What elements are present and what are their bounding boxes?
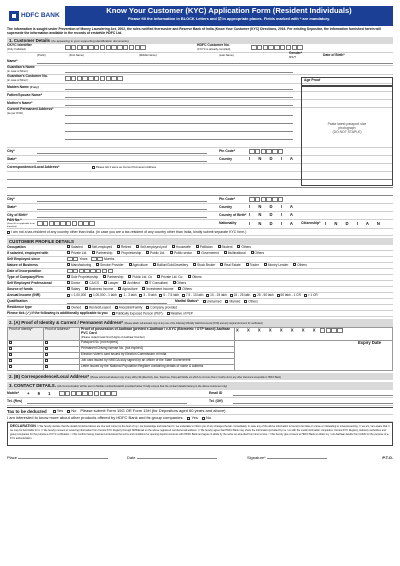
interest-row bbox=[7, 415, 393, 422]
guardian-input[interactable] bbox=[65, 68, 293, 73]
form-header bbox=[7, 6, 393, 26]
address-note: (as per OVD) bbox=[7, 111, 23, 115]
age-proof-label: Age Proof bbox=[304, 78, 321, 82]
dob-label: Date of Birth* bbox=[323, 52, 345, 57]
residence-label: Residence type bbox=[7, 304, 32, 309]
tel-off-label: Tel. (Off) bbox=[209, 398, 223, 403]
ckyc-note: (Only if allotted) bbox=[7, 48, 26, 52]
proof-item-voter: Election Voter's card issued by Election Commission of India bbox=[80, 352, 235, 358]
photo-text-1: Paste latest passport size bbox=[327, 122, 367, 126]
city2-input[interactable] bbox=[37, 197, 207, 202]
pep-label: Please tick (✓) if the following is additionally applicable to you bbox=[7, 310, 108, 315]
qualification-input[interactable] bbox=[67, 299, 167, 304]
section-note: (As appearing in your supporting identification documents) bbox=[51, 38, 129, 43]
incorporation-label: Date of Incorporation bbox=[7, 268, 42, 273]
country-of-birth-label: Country of Birth* bbox=[219, 212, 247, 217]
bank-logo-icon bbox=[9, 11, 19, 21]
aadhaar-input[interactable] bbox=[320, 329, 343, 333]
mobile-prefix: + 9 1 bbox=[27, 390, 54, 396]
tax-yes-checkbox[interactable] bbox=[53, 410, 56, 413]
intro-text: The information is sought under Prevention of Money Laundering Act, 2002, the rules notified thereunder and Reserve Bank of India (Know Your Customer (KYC) Directions, 2016. For existing Depositor, the information furnished herein will supersede the information available in the records of erstwhile HDFC Ltd. bbox=[7, 27, 381, 35]
section-title: 1. Customer Details bbox=[9, 37, 50, 43]
mobile-label: Mobile* bbox=[7, 390, 20, 395]
maiden-note: (if any) bbox=[29, 85, 39, 89]
city-label: City* bbox=[7, 148, 15, 153]
qualification-row: Qualification Marital Status* Unmarried Married Others bbox=[7, 299, 393, 305]
declaration-title: DECLARATION bbox=[10, 424, 36, 429]
nationality-label: Nationality bbox=[219, 221, 237, 226]
mother-label: Mother's Name* bbox=[7, 100, 33, 105]
declaration-text: I / We hereby declare that the details furnished above are true and correct to the best of my / our knowledge and belief and I / we undertake to inform you of any changes therein, immediately. In case any of the above information is found to be false or untrue or misleading or misrepresenting, I / we am / are aware that I / we may be held liable for it. I / We hereby consent to receiving information from Central KYC Registry through SMS/Email on the above registered number/email address. I / We hereby agree that HDFC Bank may share the information provided by me / us with the credit information companies, Central KYC Registry, statutory authorities and group companies for the purposes of KYC verification. I / We confirm having read and understood the terms and conditions for opening deposit accounts with HDFC Bank and agree to abide by the same as amended from time to time. I / We hereby give consent to HDFC Bank to obtain my / our Aadhaar details from UIDAI for the purpose of e-KYC authentication. bbox=[10, 425, 391, 441]
last-name-header: (Last Name) bbox=[219, 53, 234, 57]
business-label: Nature of Business bbox=[7, 262, 38, 267]
mobile-input[interactable] bbox=[59, 391, 209, 396]
proof-table bbox=[7, 327, 393, 371]
employed-label: If salaried, employed with bbox=[7, 250, 49, 255]
declaration-box bbox=[7, 422, 393, 446]
tel-res-label: Tel. (Res) bbox=[7, 398, 23, 403]
same-address-checkbox[interactable] bbox=[92, 166, 95, 169]
country-label: Country bbox=[219, 156, 232, 161]
pan-label: PAN No.* bbox=[7, 218, 22, 223]
guardian-cust-note: (in case of Minor) bbox=[7, 79, 28, 83]
guardian-row bbox=[7, 66, 393, 75]
professional-options: Doctor CA/CS Lawyer Architect IT Consultant Others bbox=[67, 281, 190, 285]
state-input[interactable] bbox=[37, 157, 207, 162]
tax-resident-row bbox=[7, 229, 393, 236]
ckyc-input[interactable] bbox=[65, 45, 197, 50]
occupation-options: Salaried Self-employed Retired Self-employed prof Housewife Politician Student Others bbox=[67, 245, 255, 249]
customer-no-note: (If KYC is already complied) bbox=[197, 48, 231, 52]
city2-label: City* bbox=[7, 196, 15, 201]
corr-proof-section bbox=[7, 373, 393, 381]
contact-section bbox=[7, 382, 393, 390]
identifier-row bbox=[7, 44, 393, 53]
first-name-header: (First Name) bbox=[69, 53, 84, 57]
pin2-input[interactable] bbox=[249, 197, 284, 202]
signature-label: Signature* bbox=[247, 454, 266, 460]
proof-item-nrega: Job card issued by NREGA duly signed by an officer of the State Government bbox=[80, 358, 235, 364]
company-type-label: Type of Company/Firm bbox=[7, 274, 44, 279]
city-input[interactable] bbox=[37, 149, 207, 154]
funds-options: Salary Business Income Agriculture Investment Income Others bbox=[67, 287, 196, 291]
tel-row bbox=[7, 398, 393, 406]
country2-label: Country bbox=[219, 204, 232, 209]
country-value: I N D I A bbox=[249, 156, 297, 162]
name-input[interactable] bbox=[37, 59, 393, 64]
mobile-row bbox=[7, 390, 393, 398]
proof-identity-header: Proof of Identity* bbox=[8, 327, 44, 340]
state2-input[interactable] bbox=[37, 205, 207, 210]
place-label: Place bbox=[7, 454, 18, 460]
employed-options: Private Ltd. Partnership Proprietorship Public Ltd. Public sector Government Multinational Others bbox=[67, 251, 268, 255]
pin-input[interactable] bbox=[249, 149, 284, 154]
proof-note: (Please attach self-attested copy of any one of the following Officially Valid Documents (OVD) and only original document for verification) bbox=[124, 323, 263, 326]
tax-no-label: No bbox=[71, 408, 77, 414]
father-input[interactable] bbox=[65, 93, 293, 98]
contact-title: 3. CONTACT DETAILS. bbox=[9, 383, 56, 389]
form-title: Know Your Customer (KYC) Application Form (Resident Individuals) bbox=[106, 6, 352, 15]
prefix-header: (Prefix) bbox=[37, 53, 46, 57]
guardian-label: Guardian's Name bbox=[7, 65, 35, 70]
proof-item-license: Permanent Driving license No. [not expired] bbox=[80, 346, 235, 352]
citizenship-label: Citizenship* bbox=[301, 221, 321, 226]
corr-proof-title: 2. (B) Correspondence/Local Address* bbox=[9, 373, 90, 379]
tax-note: Please submit Form 15G OR Form 15H (for Depositors aged 60 years and above) bbox=[80, 408, 226, 414]
email-label: Email ID bbox=[209, 390, 223, 395]
months-field[interactable]: Months bbox=[91, 257, 114, 262]
date-label: Date bbox=[127, 454, 136, 460]
proof-title: 2. (A) Proof of Identity & Current / Permanent Address* bbox=[9, 320, 124, 326]
pin-label: Pin Code* bbox=[219, 148, 236, 153]
photo-box bbox=[301, 86, 393, 186]
funds-label: Source of funds bbox=[7, 286, 33, 291]
income-label: Annual Income (INR) bbox=[7, 292, 41, 297]
nationality-value: I N D I A bbox=[249, 220, 297, 226]
gender-label: Gender* bbox=[289, 50, 303, 55]
occupation-label: Occupation bbox=[7, 244, 26, 249]
form-instructions: Please fill the information in BLOCK Letters and ☑ in appropriate places. Fields marked with * are mandatory. bbox=[127, 15, 331, 21]
pin2-label: Pin Code* bbox=[219, 196, 236, 201]
pan-note: (Form 60 as applicable if not furnished) bbox=[7, 223, 35, 228]
state2-label: State* bbox=[7, 204, 17, 209]
maiden-input[interactable] bbox=[65, 85, 293, 90]
gender-sub: M/F/T bbox=[289, 55, 297, 59]
pep-row: Please tick (✓) if the following is additionally applicable to you Politically Exposed Person (PEP) Relative of PEP bbox=[7, 311, 393, 317]
tax-resident-checkbox[interactable] bbox=[7, 231, 10, 234]
aadhaar-header: Proof of possession of Aadhaar (printed e-Aadhaar / e-KYC (Biometric / OTP based) Aadhaar PVC Card bbox=[81, 327, 230, 336]
interest-no-checkbox[interactable] bbox=[202, 417, 205, 420]
address-label: Current Permanent Address* bbox=[7, 107, 54, 111]
guardian-note: (in case of Minor) bbox=[7, 70, 28, 74]
tax-resident-note: I am not a tax-resident of any country other than India. (in case you are a tax-resident of any country other than India, kindly submit separate KYC form.) bbox=[11, 229, 247, 234]
place-input[interactable] bbox=[18, 458, 108, 459]
ckyc-label: CKYC Identifier bbox=[7, 43, 32, 48]
country-of-birth-value: I N D I A bbox=[249, 212, 297, 218]
photo-text-2: photograph bbox=[338, 125, 356, 130]
corr-note: Please tick if same as Current Permanent Address bbox=[96, 165, 157, 169]
business-options: Manufacturing Service Provider Agriculture Bullion/Gold/Jewellery Stock Broker Real Estate Trader Money Lender Others bbox=[67, 263, 311, 267]
corr-label: Correspondence/Local Address* bbox=[7, 164, 60, 169]
customer-no-label: HDFC Customer No. bbox=[197, 43, 230, 48]
date-input[interactable] bbox=[137, 458, 217, 459]
proof-item-npr: Letter issued by the National Population Register containing details of name & address bbox=[80, 364, 235, 370]
state-label: State* bbox=[7, 156, 17, 161]
email-input[interactable] bbox=[233, 391, 393, 396]
guardian-cust-input[interactable] bbox=[65, 76, 123, 81]
city-of-birth-label: City of Birth* bbox=[7, 212, 28, 217]
city2-row bbox=[7, 196, 393, 204]
interest-yes-label: Yes bbox=[191, 415, 198, 421]
proof-address-header: Proof of Address* bbox=[44, 327, 80, 340]
customer-no-input[interactable] bbox=[251, 45, 393, 50]
marital-label: Marital Status* bbox=[175, 298, 199, 303]
aadhaar-note: (Please redact/mask first 8 digits of Aadhaar Number) bbox=[81, 336, 145, 340]
middle-name-header: (Middle Name) bbox=[139, 53, 157, 57]
incorporation-input[interactable] bbox=[67, 269, 113, 274]
years-field[interactable]: Years bbox=[67, 257, 87, 262]
maiden-label: Maiden Name bbox=[7, 84, 29, 89]
citizenship-value: I N D I A N bbox=[325, 220, 384, 226]
income-options: < 1,00,000 1,00,000 - 1 lakh 1 - 3 lakh 3 - 5 lakh 5 - 7.5 lakh 7.5 - 10 lakh 10 - 15 lakh 15 - 25 lakh 25 - 50 lakh 50 lakh - 1 CR > 1 CR bbox=[67, 294, 320, 298]
signature-input[interactable] bbox=[267, 458, 327, 459]
mother-input[interactable] bbox=[65, 101, 293, 106]
company-type-options: Sole Proprietorship Partnership Public Ltd. Co Private Ltd. Co. Others bbox=[67, 275, 206, 279]
tax-label: Tax to be deducted bbox=[7, 408, 47, 414]
proof-section bbox=[7, 319, 393, 327]
signature-row bbox=[7, 446, 393, 460]
state2-row bbox=[7, 204, 393, 212]
name-label: Name* bbox=[7, 58, 18, 63]
tel-res-input[interactable] bbox=[27, 399, 187, 404]
interest-no-label: No bbox=[206, 415, 212, 421]
aadhaar-mask: X X X X X X X X bbox=[236, 327, 319, 333]
father-label: Father/Spouse Name* bbox=[7, 92, 43, 97]
interest-text: I am interested to know more about other products offered by HDFC Bank and its group companies: bbox=[7, 415, 184, 421]
country2-value: I N D I A bbox=[249, 204, 297, 210]
tax-yes-label: Yes bbox=[56, 408, 64, 414]
contact-note: (All communication will be sent to Mobile number/Email-ID provided below. Kindly ensure that the contact details belong to the above customer only) bbox=[57, 385, 228, 389]
address-input[interactable] bbox=[65, 108, 293, 140]
self-employed-label: Self Employed since bbox=[7, 256, 40, 261]
pan-row bbox=[7, 220, 393, 229]
profile-title: CUSTOMER PROFILE DETAILS bbox=[9, 239, 74, 244]
bank-name: HDFC BANK bbox=[21, 12, 60, 20]
tax-no-checkbox[interactable] bbox=[67, 410, 70, 413]
hdfc-logo bbox=[7, 6, 65, 26]
residence-row: Residence type Owned Rented/Leased Ancestral/Family Company provided bbox=[7, 305, 393, 311]
professional-label: Self Employed Professional bbox=[7, 280, 52, 285]
form-title-bar bbox=[65, 6, 393, 26]
pto-label: P.T.O. bbox=[382, 454, 393, 460]
guardian-cust-label: Guardian's Customer No. bbox=[7, 74, 48, 79]
age-proof-box[interactable] bbox=[301, 77, 393, 86]
qualification-label: Qualification bbox=[7, 298, 28, 303]
pan-input[interactable] bbox=[37, 221, 219, 226]
proof-item-passport: Passport No. [not expired] bbox=[80, 340, 235, 346]
photo-text-3: (DO NOT STAPLE) bbox=[332, 129, 362, 134]
tel-off-input[interactable] bbox=[233, 399, 393, 404]
city-of-birth-input[interactable] bbox=[37, 213, 207, 218]
expiry-label: Expiry Date bbox=[357, 340, 381, 346]
birth-row bbox=[7, 212, 393, 220]
corr-proof-note: (Please submit self-attested copy of any utility bills (Electricity, Gas, Telephone, Post-paid Mobile etc which is not more than 2 months old or any other document acceptable to HDFC Bank) bbox=[90, 376, 281, 379]
